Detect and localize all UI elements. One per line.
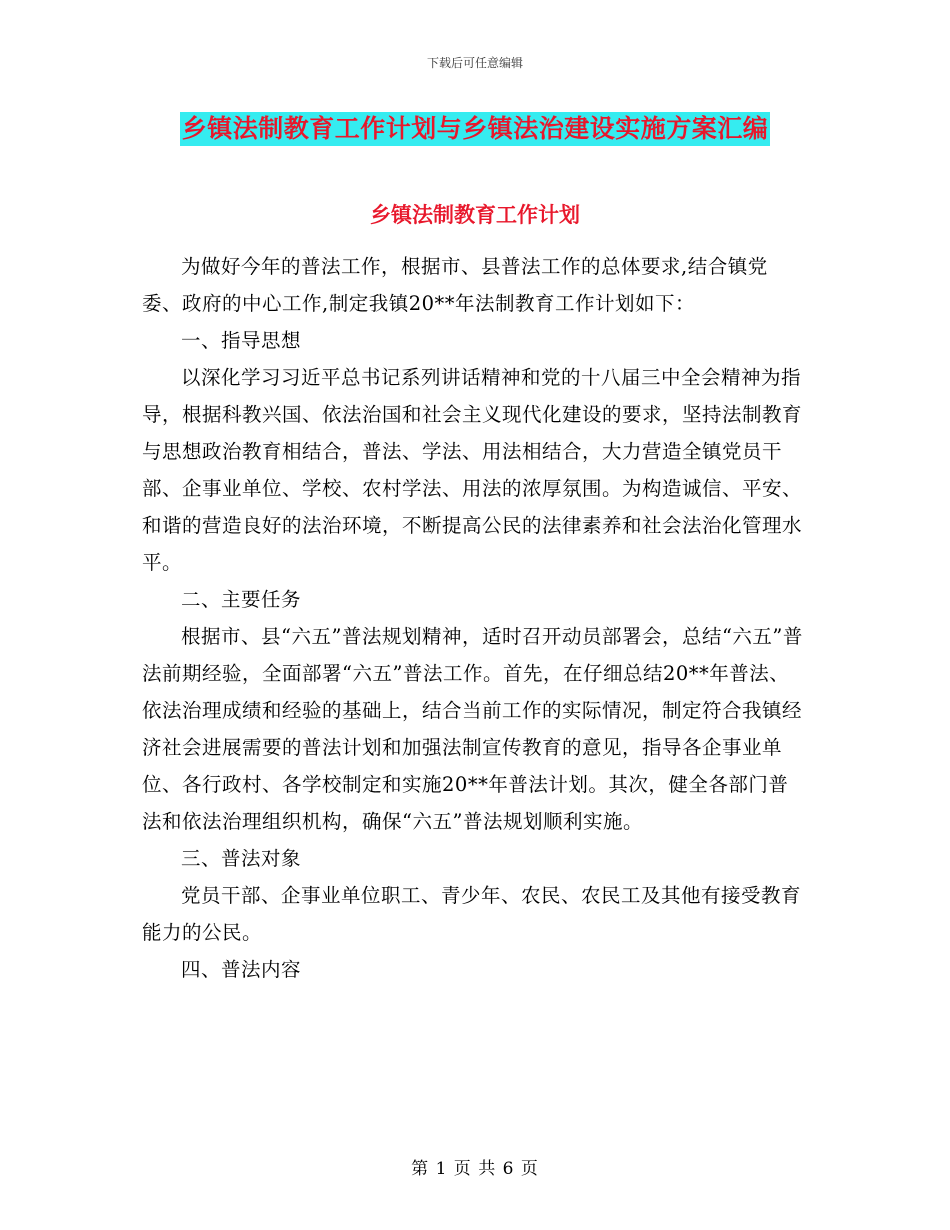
section-heading: 三、普法对象 bbox=[181, 847, 302, 870]
document-body bbox=[142, 248, 804, 988]
body-paragraph: 根据市、县“六五”普法规划精神，适时召开动员部署会，总结“六五”普法前期经验，全面部署“六五”普法工作。首先，在仔细总结20**年普法、依法治理成绩和经验的基础上，结合当前工作的实际情况，制定符合我镇经济社会进展需要的普法计划和加强法制宣传教育的意见，指导各企事业单位、各行政村、各学校制定和实施20**年普法计划。其次，健全各部门普法和依法治理组织机构，确保“六五”普法规划顺利实施。 bbox=[142, 625, 803, 833]
section-heading: 一、指导思想 bbox=[181, 329, 302, 352]
main-title-container bbox=[0, 112, 950, 146]
section-heading: 四、普法内容 bbox=[181, 958, 302, 981]
page-number: 第 1 页 共 6 页 bbox=[411, 1159, 539, 1179]
intro-paragraph: 为做好今年的普法工作，根据市、县普法工作的总体要求,结合镇党委、政府的中心工作,制定我镇20**年法制教育工作计划如下： bbox=[142, 255, 768, 315]
body-paragraph: 党员干部、企事业单位职工、青少年、农民、农民工及其他有接受教育能力的公民。 bbox=[142, 884, 802, 944]
body-paragraph: 以深化学习习近平总书记系列讲话精神和党的十八届三中全会精神为指导，根据科教兴国、依法治国和社会主义现代化建设的要求，坚持法制教育与思想政治教育相结合，普法、学法、用法相结合，大力营造全镇党员干部、企事业单位、学校、农村学法、用法的浓厚氛围。为构造诚信、平安、和谐的营造良好的法治环境，不断提高公民的法律素养和社会法治化管理水平。 bbox=[142, 366, 803, 574]
section-heading: 二、主要任务 bbox=[181, 588, 302, 611]
section-title: 乡镇法制教育工作计划 bbox=[370, 203, 580, 227]
main-title: 乡镇法制教育工作计划与乡镇法治建设实施方案汇编 bbox=[180, 112, 771, 146]
header-note: 下载后可任意编辑 bbox=[426, 56, 523, 70]
